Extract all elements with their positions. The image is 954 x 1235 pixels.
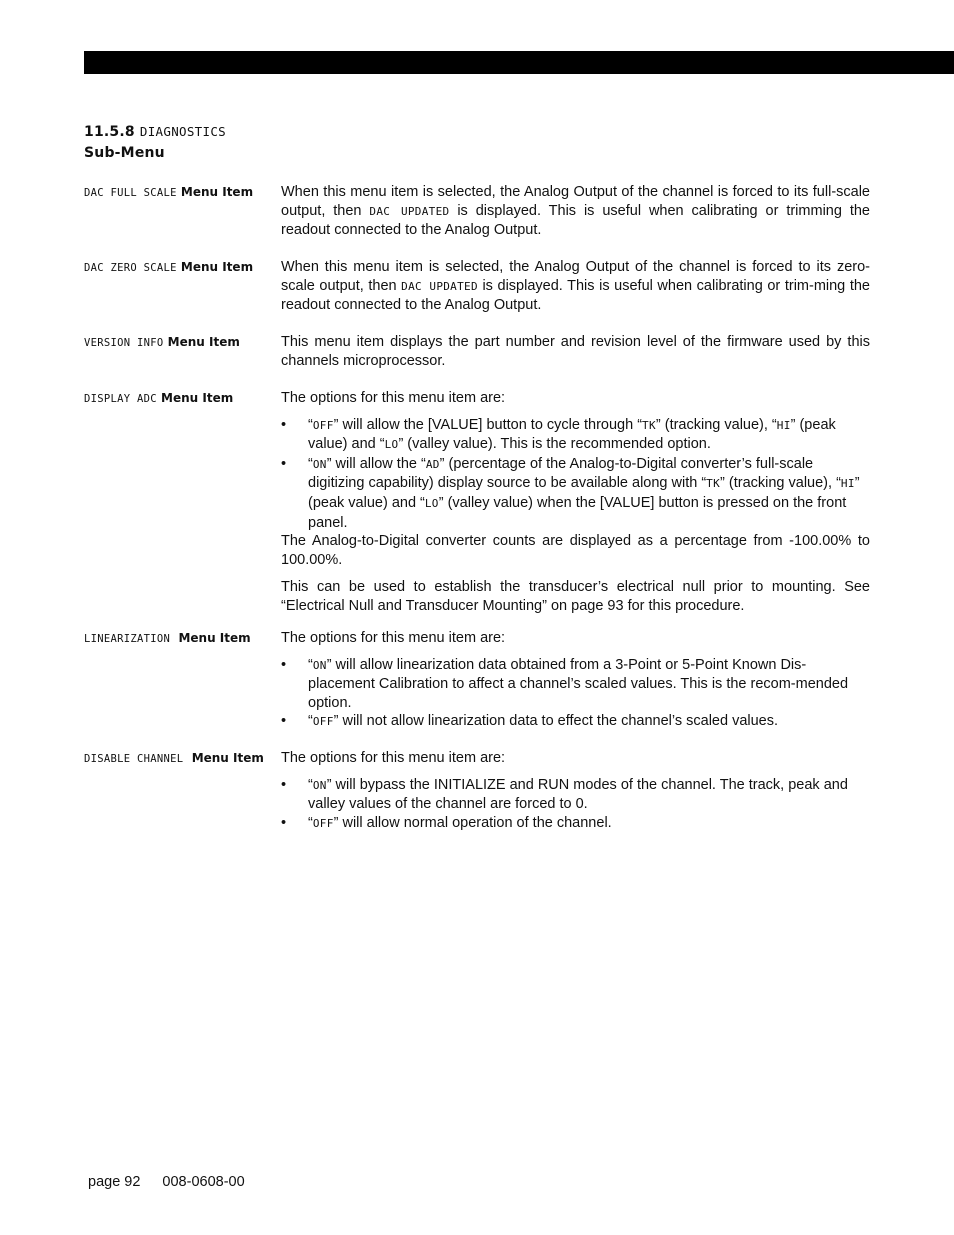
menu-item-label-disable-channel: DISABLE CHANNEL Menu Item (84, 751, 264, 765)
list-item: • “OFF” will allow the [VALUE] button to cycle through “TK” (tracking value), “HI” (peak value) and “LO” (valley value). This is the recommended option. (281, 416, 836, 453)
menu-item-label-display-adc: DISPLAY ADC Menu Item (84, 391, 234, 405)
section-name: DIAGNOSTICS (139, 124, 226, 139)
list-item: • “ON” will allow the “AD” (percentage of the Analog-to-Digital converter’s full-scale digitizing capability) display source to be available along with “TK” (tracking value), “HI” (peak value) and “LO” (valley value) when the [VALUE] button is pressed on the front panel. (281, 455, 860, 531)
menu-item-label-version-info: VERSION INFO Menu Item (84, 335, 240, 349)
menu-item-desc-dac-zero-scale: When this menu item is selected, the Analog Output of the channel is forced to its zero-scale output, then DAC UPDATED is displayed. This is useful when calibrating or trim-ming the readout connected to the Analog Output. (281, 259, 870, 314)
header-bar (84, 51, 954, 74)
page-number: page 92 (88, 1174, 141, 1190)
section-heading (84, 121, 226, 164)
menu-item-desc-linearization: The options for this menu item are: • “ON” will allow linearization data obtained from a 3-Point or 5-Point Known Dis-placement Calibration to affect a channel’s scaled values. This is the recom-mended option. • “OFF” will not allow linearization data to effect the channel’s scaled values. (281, 629, 870, 732)
menu-item-desc-display-adc: The options for this menu item are: • “OFF” will allow the [VALUE] button to cycle through “TK” (tracking value), “HI” (peak value) and “LO” (valley value). This is the recommended option. • “ON” will allow the “AD” (percentage of the Analog-to-Digital converter’s full-scale digitizing capability) display source to be available along with “TK” (tracking value), “HI” (peak value) and “LO” (valley value) when the [VALUE] button is pressed on the front panel. The Analog-to-Digital converter counts are displayed as a percentage from -100.00% to 100.00%. This can be used to establish the transducer’s electrical null prior to mounting. See “Electrical Null and Transducer Mounting” on page 93 for this procedure. (281, 390, 870, 614)
menu-item-desc-version-info: This menu item displays the part number and revision level of the firmware used by this channels microprocessor. (281, 334, 870, 369)
menu-item-label-linearization: LINEARIZATION Menu Item (84, 631, 251, 645)
list-item: • “OFF” will allow normal operation of the channel. (281, 814, 612, 831)
section-submenu: Sub-Menu (84, 145, 165, 161)
menu-item-label-dac-full-scale: DAC FULL SCALE Menu Item (84, 185, 254, 199)
list-item: • “OFF” will not allow linearization data to effect the channel’s scaled values. (281, 713, 779, 730)
section-number: 11.5.8 (84, 124, 135, 140)
document-number: 008-0608-00 (162, 1174, 245, 1190)
menu-item-label-dac-zero-scale: DAC ZERO SCALE Menu Item (84, 260, 254, 274)
menu-item-desc-disable-channel: The options for this menu item are: • “ON” will bypass the INITIALIZE and RUN modes of the channel. The track, peak and valley values of the channel are forced to 0. • “OFF” will allow normal operation of the channel. (281, 749, 870, 833)
page-footer (88, 1173, 245, 1191)
menu-item-desc-dac-full-scale: When this menu item is selected, the Analog Output of the channel is forced to its full-scale output, then DAC UPDATED is displayed. This is useful when calibrating or trimming the readout connected to the Analog Output. (281, 184, 870, 239)
list-item: • “ON” will allow linearization data obtained from a 3-Point or 5-Point Known Dis-placement Calibration to affect a channel’s scaled values. This is the recom-mended option. (281, 656, 849, 711)
list-item: • “ON” will bypass the INITIALIZE and RUN modes of the channel. The track, peak and valley values of the channel are forced to 0. (281, 776, 848, 813)
